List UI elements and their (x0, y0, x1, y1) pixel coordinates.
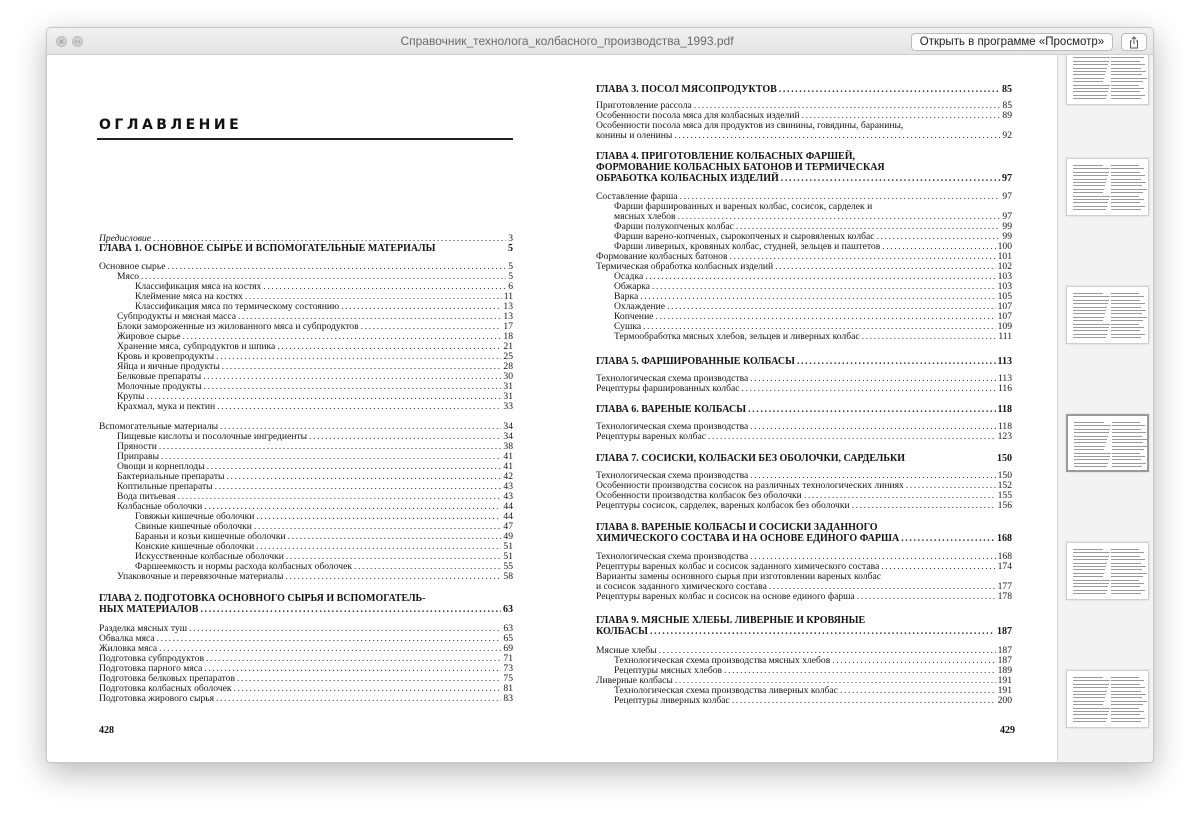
toc-entry-title: Рецептуры мясных хлебов (614, 665, 723, 676)
toc-entry-page: 51 (503, 551, 513, 562)
toc-entry-page: 116 (997, 383, 1012, 394)
pdf-page-left (47, 55, 552, 763)
toc-entry-title: Белковые препараты (117, 371, 202, 382)
toc-leader-dots (254, 522, 502, 532)
toc-entry-page: 168 (997, 551, 1012, 562)
toc-entry-title: Сушка (614, 321, 642, 332)
toc-entry[interactable] (117, 482, 513, 492)
toc-entry-title: Рецептуры вареных колбас и сосисок на основе единого фарша (596, 591, 855, 602)
toc-entry-title: Конские кишечные оболочки (135, 541, 255, 552)
toc-entry-page: 109 (997, 321, 1012, 332)
toc-entry[interactable] (614, 666, 1012, 676)
toc-entry-page: 174 (997, 561, 1012, 572)
toc-entry-page: 187 (997, 645, 1012, 656)
toc-leader-dots (748, 405, 995, 415)
toc-entry-title: Вспомогательные материалы (99, 421, 219, 432)
page-thumbnail[interactable] (1066, 414, 1149, 472)
toc-entry[interactable] (117, 572, 513, 582)
toc-leader-dots (640, 292, 995, 302)
toc-entry-page: 191 (997, 675, 1012, 686)
toc-entry-title: Бактериальные препараты (117, 471, 225, 482)
toc-entry-page: 28 (503, 361, 513, 372)
page-thumbnail[interactable] (1066, 542, 1149, 600)
toc-entry-title: Рецептуры ливерных колбас (614, 695, 730, 706)
toc-entry-title: Крахмал, мука и пектин (117, 401, 216, 412)
toc-entry-title: Копчение (614, 311, 654, 322)
toc-entry[interactable] (596, 174, 1012, 184)
toc-entry-page: 34 (503, 431, 513, 442)
toc-leader-dots (832, 656, 995, 666)
toc-entry-page: 5 (508, 243, 513, 254)
toc-entry[interactable] (99, 244, 513, 254)
toc-entry-title: Молочные продукты (117, 381, 202, 392)
toc-entry[interactable] (99, 594, 513, 604)
toc-leader-dots (840, 686, 996, 696)
toc-entry-page: 200 (997, 695, 1012, 706)
toc-leader-dots (189, 624, 501, 634)
toc-entry-title: Пряности (117, 441, 157, 452)
toc-entry-page: 21 (503, 341, 513, 352)
toc-leader-dots (341, 302, 501, 312)
toc-leader-dots (775, 262, 995, 272)
toc-entry[interactable] (117, 402, 513, 412)
toc-entry-title: Рецептуры вареных колбас и сосисок заданного химического состава (596, 561, 880, 572)
toc-entry-title: ГЛАВА 5. ФАРШИРОВАННЫЕ КОЛБАСЫ (596, 356, 795, 367)
toc-entry-title: Свиные кишечные оболочки (135, 521, 252, 532)
toc-entry-title: Вода питьевая (117, 491, 176, 502)
toc-entry-title: Искусственные колбасные оболочки (135, 551, 284, 562)
toc-entry-title: Коптильные препараты (117, 481, 213, 492)
toc-entry-title: Технологическая схема производства (596, 373, 749, 384)
pdf-content[interactable] (47, 55, 1057, 763)
toc-entry-page: 42 (503, 471, 513, 482)
toc-entry-page: 3 (508, 233, 513, 244)
toc-leader-dots (216, 352, 501, 362)
toc-entry[interactable] (596, 384, 1012, 394)
toc-entry-page: 187 (997, 626, 1012, 637)
toc-entry-page: 97 (1002, 191, 1012, 202)
toc-entry-title: Особенности посола мяса для продуктов из свинины, говядины, баранины, (596, 120, 904, 131)
toc-leader-dots (650, 627, 995, 637)
toc-entry-title: Жиловка мяса (99, 643, 158, 654)
toc-entry[interactable] (99, 634, 513, 644)
toc-entry-title: и сосисок заданного химического состава (596, 581, 767, 592)
toc-entry-page: 17 (503, 321, 513, 332)
toc-leader-dots (161, 452, 501, 462)
toc-entry-title: Особенности производства сосисок на различных технологических линиях (596, 480, 904, 491)
toc-entry-page: 150 (997, 453, 1012, 464)
toc-entry-title: Жировое сырье (117, 331, 181, 342)
toc-leader-dots (206, 654, 501, 664)
toc-entry-title: Субпродукты и мясная масса (117, 311, 237, 322)
toc-entry-title: Подготовка жирового сырья (99, 693, 215, 704)
toc-entry-page: 33 (503, 401, 513, 412)
toc-entry-page: 105 (997, 291, 1012, 302)
toc-entry-page: 97 (1002, 211, 1012, 222)
toc-entry[interactable] (596, 592, 1012, 602)
toc-entry-title: Охлаждение (614, 301, 666, 312)
toc-entry-page: 5 (508, 271, 513, 282)
toc-entry-title: Особенности производства колбасок без оболочки (596, 490, 802, 501)
toc-leader-dots (797, 357, 996, 367)
toc-entry-page: 47 (503, 521, 513, 532)
toc-entry-page: 13 (503, 301, 513, 312)
toc-entry[interactable] (596, 131, 1012, 141)
toc-leader-dots (207, 462, 502, 472)
toc-entry-page: 102 (997, 261, 1012, 272)
toc-entry-page: 107 (997, 301, 1012, 312)
toc-entry-title: Обвалка мяса (99, 633, 155, 644)
toc-leader-dots (309, 432, 501, 442)
toc-entry[interactable] (596, 262, 1012, 272)
toc-entry[interactable] (596, 534, 1012, 544)
toc-entry-page: 69 (503, 643, 513, 654)
toc-entry-title: ГЛАВА 7. СОСИСКИ, КОЛБАСКИ БЕЗ ОБОЛОЧКИ, САРДЕЛЬКИ (596, 453, 905, 464)
toc-entry-title: Технологическая схема производства (596, 421, 749, 432)
toc-leader-dots (361, 322, 502, 332)
toc-entry-page: 25 (503, 351, 513, 362)
toc-entry-title: Составление фарша (596, 191, 678, 202)
toc-entry[interactable] (117, 432, 513, 442)
toc-entry-title: ГЛАВА 2. ПОДГОТОВКА ОСНОВНОГО СЫРЬЯ И ВСПОМОГАТЕЛЬ- (99, 593, 426, 604)
toc-leader-dots (724, 666, 996, 676)
toc-leader-dots (781, 174, 1000, 184)
share-icon (1128, 36, 1140, 49)
toc-leader-dots (645, 272, 995, 282)
toc-entry-page: 38 (503, 441, 513, 452)
titlebar (47, 28, 1153, 55)
toc-leader-dots (234, 684, 502, 694)
toc-entry-page: 71 (503, 653, 513, 664)
toc-leader-dots (237, 674, 501, 684)
toc-leader-dots (286, 572, 502, 582)
toc-entry-page: 65 (503, 633, 513, 644)
toc-entry-title: Кровь и кровепродукты (117, 351, 215, 362)
toc-leader-dots (168, 262, 507, 272)
toc-entry-page: 30 (503, 371, 513, 382)
toc-entry-page: 178 (997, 591, 1012, 602)
toc-entry-title: ГЛАВА 1. ОСНОВНОЕ СЫРЬЕ И ВСПОМОГАТЕЛЬНЫЕ МАТЕРИАЛЫ (99, 243, 436, 254)
toc-leader-dots (216, 694, 501, 704)
toc-entry-title: Подготовка белковых препаратов (99, 673, 235, 684)
toc-leader-dots (750, 374, 996, 384)
toc-entry-title: Технологическая схема производства мясных хлебов (614, 655, 831, 666)
toc-leader-dots (881, 562, 995, 572)
toc-entry-page: 89 (1002, 110, 1012, 121)
toc-entry-title: Предисловие (99, 233, 151, 244)
toc-entry-title: Подготовка парного мяса (99, 663, 203, 674)
toc-entry-page: 13 (503, 311, 513, 322)
toc-entry-page: 85 (1002, 84, 1012, 95)
toc-entry-page: 41 (503, 451, 513, 462)
toc-entry-title: Варианты замены основного сырья при изготовлении вареных колбас (596, 571, 882, 582)
toc-entry[interactable] (596, 432, 1012, 442)
toc-entry[interactable] (614, 282, 1012, 292)
toc-entry-title: Термическая обработка колбасных изделий (596, 261, 774, 272)
toc-entry-page: 152 (997, 480, 1012, 491)
toc-entry-page: 81 (503, 683, 513, 694)
toc-entry-title: ГЛАВА 3. ПОСОЛ МЯСОПРОДУКТОВ (596, 84, 777, 95)
toc-leader-dots (877, 232, 1001, 242)
toc-entry-title: конины и оленины (596, 130, 673, 141)
toc-entry-title: Классификация мяса на костях (135, 281, 262, 292)
fullscreen-icon: ‹› (74, 36, 81, 46)
toc-entry-page: 44 (503, 501, 513, 512)
toc-entry-page: 49 (503, 531, 513, 542)
toc-leader-dots (215, 482, 502, 492)
toc-entry-title: НЫХ МАТЕРИАЛОВ (99, 604, 199, 615)
toc-entry-page: 63 (503, 623, 513, 634)
toc-entry-title: Колбасные оболочки (117, 501, 203, 512)
toc-entry[interactable] (614, 292, 1012, 302)
toc-entry-page: 55 (503, 561, 513, 572)
toc-entry-page: 85 (1002, 100, 1012, 111)
toc-leader-dots (857, 592, 996, 602)
toc-leader-dots (655, 312, 995, 322)
toc-entry-page: 83 (503, 693, 513, 704)
toc-entry-page: 107 (997, 311, 1012, 322)
toc-entry-title: Говяжьи кишечные оболочки (135, 511, 255, 522)
heading-rule (97, 138, 513, 140)
toc-leader-dots (226, 472, 501, 482)
toc-leader-dots (652, 282, 996, 292)
page-thumbnail[interactable] (1066, 158, 1149, 216)
toc-leader-dots (204, 382, 502, 392)
toc-entry-title: Рецептуры фаршированных колбас (596, 383, 740, 394)
toc-entry-page: 113 (997, 356, 1012, 367)
fullscreen-button[interactable] (72, 36, 83, 47)
toc-entry[interactable] (614, 696, 1012, 706)
toc-entry-page: 31 (503, 391, 513, 402)
toc-entry[interactable] (99, 605, 513, 615)
toc-entry-title: Крупы (117, 391, 145, 402)
close-icon: × (58, 36, 65, 46)
toc-entry-page: 31 (503, 381, 513, 392)
toc-leader-dots (732, 696, 996, 706)
toc-entry-title: Особенности посола мяса для колбасных изделий (596, 110, 800, 121)
toc-entry[interactable] (596, 523, 1012, 533)
toc-entry-title: Варка (614, 291, 639, 302)
toc-entry[interactable] (596, 163, 1012, 173)
toc-entry-title: Основное сырье (99, 261, 166, 272)
toc-entry-title: Ливерные колбасы (596, 675, 673, 686)
toc-entry-title: Упаковочные и перевязочные материалы (117, 571, 284, 582)
page-number-left: 428 (99, 725, 114, 736)
toc-leader-dots (852, 501, 996, 511)
toc-heading: ОГЛАВЛЕНИЕ (99, 117, 243, 133)
toc-entry-title: Классификация мяса по термическому состоянию (135, 301, 340, 312)
toc-entry-page: 51 (503, 541, 513, 552)
toc-entry-title: Блоки замороженные из жилованного мяса и субпродуктов (117, 321, 359, 332)
toc-entry-title: Приготовление рассола (596, 100, 692, 111)
toc-leader-dots (667, 302, 996, 312)
open-in-preview-button[interactable]: Открыть в программе «Просмотр» (911, 33, 1113, 51)
pdf-preview-window (46, 27, 1154, 763)
toc-entry-title: ХИМИЧЕСКОГО СОСТАВА И НА ОСНОВЕ ЕДИНОГО ФАРША (596, 533, 900, 544)
toc-leader-dots (741, 384, 995, 394)
toc-entry-page: 111 (998, 331, 1012, 342)
toc-entry[interactable] (614, 312, 1012, 322)
toc-entry[interactable] (99, 624, 513, 634)
toc-leader-dots (277, 342, 501, 352)
toc-entry[interactable] (117, 442, 513, 452)
toc-entry-page: 6 (508, 281, 513, 292)
toc-entry-title: ГЛАВА 4. ПРИГОТОВЛЕНИЕ КОЛБАСНЫХ ФАРШЕЙ, (596, 151, 855, 162)
toc-entry-title: ГЛАВА 9. МЯСНЫЕ ХЛЕБЫ. ЛИВЕРНЫЕ И КРОВЯНЫЕ (596, 615, 866, 626)
toc-leader-dots (222, 362, 502, 372)
toc-entry-page: 150 (997, 470, 1012, 481)
toc-entry[interactable] (596, 627, 1012, 637)
toc-entry-title: мясных хлебов (614, 211, 676, 222)
toc-entry-page: 5 (508, 261, 513, 272)
page-thumbnail[interactable] (1066, 55, 1149, 105)
toc-leader-dots (256, 512, 501, 522)
toc-entry[interactable] (99, 694, 513, 704)
toc-leader-dots (906, 481, 996, 491)
toc-entry-page: 43 (503, 491, 513, 502)
toc-entry-title: Фаршеемкость и нормы расхода колбасных оболочек (135, 561, 352, 572)
toc-entry[interactable] (596, 454, 1012, 464)
toc-entry[interactable] (614, 332, 1012, 342)
toc-leader-dots (203, 372, 501, 382)
toc-entry-page: 75 (503, 673, 513, 684)
toc-leader-dots (157, 634, 502, 644)
toc-entry-page: 103 (997, 271, 1012, 282)
toc-entry[interactable] (614, 302, 1012, 312)
toc-entry-title: Фарши варено-копченых, сырокопченых и сыровяленых колбас (614, 231, 875, 242)
toc-entry-page: 63 (503, 604, 513, 615)
toc-leader-dots (708, 432, 996, 442)
toc-entry-title: Клеймение мяса на костях (135, 291, 243, 302)
toc-entry-page: 155 (997, 490, 1012, 501)
toc-entry-title: Рецептуры сосисок, сарделек, вареных колбасок без оболочки (596, 500, 850, 511)
toc-entry-title: Рецептуры вареных колбас (596, 431, 707, 442)
toc-entry-page: 168 (997, 533, 1012, 544)
toc-entry[interactable] (596, 357, 1012, 367)
toc-leader-dots (779, 85, 1000, 95)
toc-entry-page: 34 (503, 421, 513, 432)
toc-entry-page: 41 (503, 461, 513, 472)
toc-leader-dots (204, 664, 501, 674)
toc-entry-title: Яйца и яичные продукты (117, 361, 220, 372)
toc-entry-title: Технологическая схема производства (596, 470, 749, 481)
toc-entry-page: 103 (997, 281, 1012, 292)
toc-leader-dots (862, 332, 997, 342)
pdf-page-right (552, 55, 1057, 763)
toc-entry-title: ГЛАВА 6. ВАРЕНЫЕ КОЛБАСЫ (596, 404, 747, 415)
toc-entry-page: 73 (503, 663, 513, 674)
toc-entry-title: Разделка мясных туш (99, 623, 188, 634)
toc-leader-dots (178, 492, 502, 502)
toc-leader-dots (882, 242, 995, 252)
close-button[interactable] (56, 36, 67, 47)
toc-entry-title: Хранение мяса, субпродуктов и шпика (117, 341, 276, 352)
page-number-right: 429 (1000, 725, 1015, 736)
toc-entry-title: Обжарка (614, 281, 651, 292)
toc-entry-title: Формование колбасных батонов (596, 251, 728, 262)
toc-entry-title: Фарши фаршированных и вареных колбас, сосисок, сарделек и (614, 201, 873, 212)
toc-entry-page: 99 (1002, 231, 1012, 242)
toc-entry-title: Технологическая схема производства ливерных колбас (614, 685, 838, 696)
toc-leader-dots (159, 442, 502, 452)
toc-entry-page: 99 (1002, 221, 1012, 232)
toc-entry-title: Бараньи и козьи кишечные оболочки (135, 531, 286, 542)
toc-entry-page: 97 (1002, 173, 1012, 184)
toc-entry-page: 43 (503, 481, 513, 492)
toc-entry-title: Мясо (117, 271, 139, 282)
toc-leader-dots (200, 605, 501, 615)
toc-entry-page: 123 (997, 431, 1012, 442)
toc-entry-title: Фарши полукопченых колбас (614, 221, 734, 232)
toc-entry-title: Термообработка мясных хлебов, зельцев и ливерных колбас (614, 331, 860, 342)
toc-entry-page: 177 (997, 581, 1012, 592)
toc-entry-page: 92 (1002, 130, 1012, 141)
toc-leader-dots (750, 422, 996, 432)
toc-entry-title: Подготовка колбасных оболочек (99, 683, 232, 694)
thumbnail-sidebar[interactable] (1057, 55, 1154, 763)
toc-entry-page: 118 (997, 404, 1012, 415)
toc-entry[interactable] (596, 616, 1012, 626)
toc-entry-page: 18 (503, 331, 513, 342)
toc-entry[interactable] (117, 382, 513, 392)
toc-leader-dots (674, 131, 1000, 141)
window-title: Справочник_технолога_колбасного_производства_1993.pdf (400, 34, 734, 48)
toc-leader-dots (159, 644, 501, 654)
page-thumbnail[interactable] (1066, 286, 1149, 344)
toc-entry[interactable] (596, 501, 1012, 511)
toc-entry-title: Овощи и корнеплоды (117, 461, 205, 472)
toc-leader-dots (288, 532, 502, 542)
toc-entry[interactable] (596, 405, 1012, 415)
toc-entry-page: 11 (503, 291, 513, 302)
toc-entry-page: 118 (997, 421, 1012, 432)
toc-entry-title: ГЛАВА 8. ВАРЕНЫЕ КОЛБАСЫ И СОСИСКИ ЗАДАННОГО (596, 522, 878, 533)
toc-entry-title: Технологическая схема производства (596, 551, 749, 562)
toc-entry[interactable] (596, 152, 1012, 162)
toc-entry-page: 191 (997, 685, 1012, 696)
toc-leader-dots (354, 562, 501, 572)
toc-entry-title: КОЛБАСЫ (596, 626, 648, 637)
toc-entry-title: Подготовка субпродуктов (99, 653, 205, 664)
toc-entry-page: 100 (997, 241, 1012, 252)
toc-entry-title: Осадка (614, 271, 644, 282)
toc-leader-dots (901, 534, 995, 544)
toc-entry-title: Приправы (117, 451, 160, 462)
toc-entry-title: ФОРМОВАНИЕ КОЛБАСНЫХ БАТОНОВ И ТЕРМИЧЕСКАЯ (596, 162, 885, 173)
toc-entry-page: 44 (503, 511, 513, 522)
toc-entry-page: 156 (997, 500, 1012, 511)
toc-entry-title: ОБРАБОТКА КОЛБАСНЫХ ИЗДЕЛИЙ (596, 173, 779, 184)
toc-entry-page: 113 (997, 373, 1012, 384)
page-thumbnail[interactable] (1066, 670, 1149, 728)
toc-leader-dots (256, 542, 501, 552)
toc-entry-page: 101 (997, 251, 1012, 262)
toc-entry[interactable] (99, 262, 513, 272)
toc-entry[interactable] (614, 272, 1012, 282)
toc-entry-title: Пищевые кислоты и посолочные ингредиенты (117, 431, 308, 442)
toc-entry-page: 58 (503, 571, 513, 582)
share-button[interactable] (1121, 33, 1147, 51)
toc-leader-dots (217, 402, 501, 412)
toc-entry-page: 187 (997, 655, 1012, 666)
toc-entry[interactable] (596, 85, 1012, 95)
toc-entry-title: Мясные хлебы (596, 645, 657, 656)
toc-leader-dots (263, 282, 506, 292)
toc-entry-title: Фарши ливерных, кровяных колбас, студней, зельцев и паштетов (614, 241, 881, 252)
toc-entry-page: 189 (997, 665, 1012, 676)
